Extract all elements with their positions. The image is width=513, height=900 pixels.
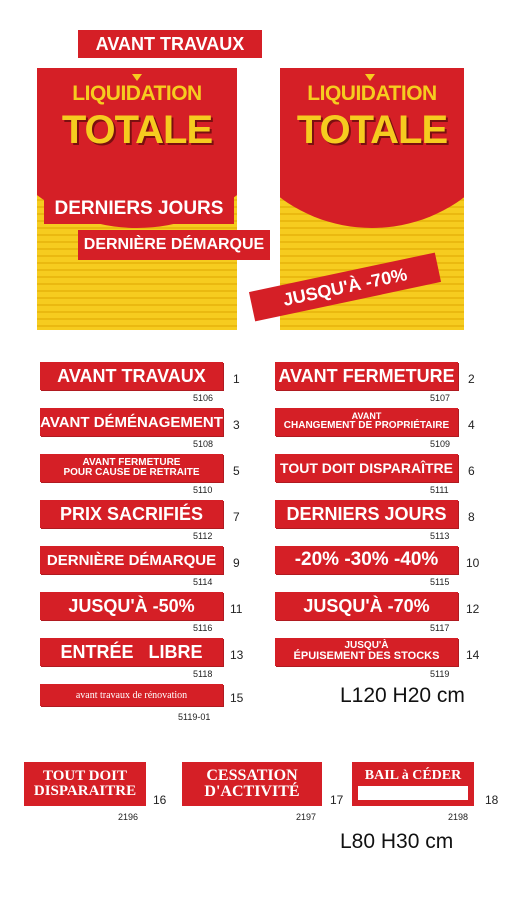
sign-number: 15 xyxy=(230,691,244,705)
sign-avant-fermeture: AVANT FERMETURE xyxy=(275,362,458,390)
arrow-down-icon xyxy=(365,74,375,81)
sign-code: 5118 xyxy=(193,669,213,679)
sign-small-bail-a-ceder xyxy=(352,762,474,806)
poster-1-tag-derniers-jours: DERNIERS JOURS xyxy=(44,194,234,224)
poster-1-title-line1: LIQUIDATION xyxy=(72,82,202,105)
arrow-down-icon xyxy=(132,74,142,81)
sign-line1: TOUT DOIT xyxy=(42,768,128,784)
sign-number: 7 xyxy=(233,510,240,524)
sign-line2: DISPARAITRE xyxy=(33,783,137,799)
poster-2-title-line1: LIQUIDATION xyxy=(307,82,437,105)
dimension-small-label: L80 H30 cm xyxy=(340,830,454,853)
sign-code: 5119-01 xyxy=(178,712,211,722)
poster-2-tag-jusqua-70: JUSQU'À -70% xyxy=(249,253,441,322)
sign-small-tout-doit-disparaitre xyxy=(24,762,146,806)
sign-number: 18 xyxy=(485,793,499,807)
sign-number: 3 xyxy=(233,418,240,432)
sign-number: 8 xyxy=(468,510,475,524)
sign-code: 2197 xyxy=(296,812,317,822)
sign-line1: JUSQU'À xyxy=(344,639,389,651)
sign-line2: POUR CAUSE DE RETRAITE xyxy=(63,467,200,478)
sign-code: 5113 xyxy=(430,531,450,541)
sign-code: 2198 xyxy=(448,812,469,822)
sign-code: 5108 xyxy=(193,439,214,449)
sign-number: 9 xyxy=(233,556,240,570)
sign-derniers-jours: DERNIERS JOURS xyxy=(275,500,458,528)
sign-code: 2196 xyxy=(118,812,139,822)
sign-avant-demenagement: AVANT DÉMÉNAGEMENT xyxy=(40,408,223,436)
sign-number: 6 xyxy=(468,464,475,478)
sign-small-cessation-activite xyxy=(182,762,322,806)
sign-prix-sacrifies: PRIX SACRIFIÉS xyxy=(40,500,223,528)
sign-number: 13 xyxy=(230,648,244,662)
sign-entree-libre: ENTRÉE LIBRE xyxy=(40,638,223,666)
sign-code: 5109 xyxy=(430,439,451,449)
sign-avant-travaux-renovation: avant travaux de rénovation xyxy=(40,684,223,706)
sign-tout-doit-disparaitre: TOUT DOIT DISPARAÎTRE xyxy=(275,454,458,482)
sign-number: 5 xyxy=(233,464,240,478)
sign-number: 1 xyxy=(233,372,240,386)
sign-avant-travaux: AVANT TRAVAUX xyxy=(40,362,223,390)
sign-jusqua-70: JUSQU'À -70% xyxy=(275,592,458,620)
sign-code: 5115 xyxy=(430,577,450,587)
sign-code: 5111 xyxy=(430,485,449,495)
sign-number: 16 xyxy=(153,793,167,807)
sign-code: 5106 xyxy=(193,393,214,403)
dimension-large-label: L120 H20 cm xyxy=(340,684,465,707)
poster-1-title-line2: TOTALE xyxy=(61,108,213,152)
sign-code: 5110 xyxy=(193,485,213,495)
sign-number: 2 xyxy=(468,372,475,386)
sign-epuisement-stocks xyxy=(275,638,458,666)
sign-number: 10 xyxy=(466,556,480,570)
sign-number: 14 xyxy=(466,648,480,662)
sign-line1: AVANT FERMETURE xyxy=(82,456,181,468)
sign-code: 5116 xyxy=(193,623,213,633)
sign-line1: AVANT xyxy=(351,411,382,422)
sign-code: 5112 xyxy=(193,531,213,541)
sign-jusqua-50: JUSQU'À -50% xyxy=(40,592,223,620)
sign-number: 17 xyxy=(330,793,344,807)
poster-header-label: AVANT TRAVAUX xyxy=(78,30,262,58)
sign-code: 5117 xyxy=(430,623,450,633)
sign-line2: ÉPUISEMENT DES STOCKS xyxy=(293,650,440,663)
sign-code: 5114 xyxy=(193,577,213,587)
sign-number: 12 xyxy=(466,602,480,616)
sign-line2: D'ACTIVITÉ xyxy=(204,783,300,800)
sign-number: 11 xyxy=(230,602,243,616)
sign-line2: CHANGEMENT DE PROPRIÉTAIRE xyxy=(283,420,450,432)
poster-2-title-line2: TOTALE xyxy=(296,108,448,152)
poster-1-tag-derniere-demarque: DERNIÈRE DÉMARQUE xyxy=(78,230,270,260)
sign-line1: BAIL à CÉDER xyxy=(364,767,462,783)
sign-avant-fermeture-retraite xyxy=(40,454,223,482)
sign-avant-changement-proprietaire xyxy=(275,408,458,436)
sign-line1: CESSATION xyxy=(206,767,298,784)
sign-code: 5107 xyxy=(430,393,451,403)
blank-field xyxy=(358,786,468,800)
sign-code: 5119 xyxy=(430,669,450,679)
sign-number: 4 xyxy=(468,418,475,432)
sign-percentages: -20% -30% -40% xyxy=(275,546,458,574)
sign-derniere-demarque: DERNIÈRE DÉMARQUE xyxy=(40,546,223,574)
